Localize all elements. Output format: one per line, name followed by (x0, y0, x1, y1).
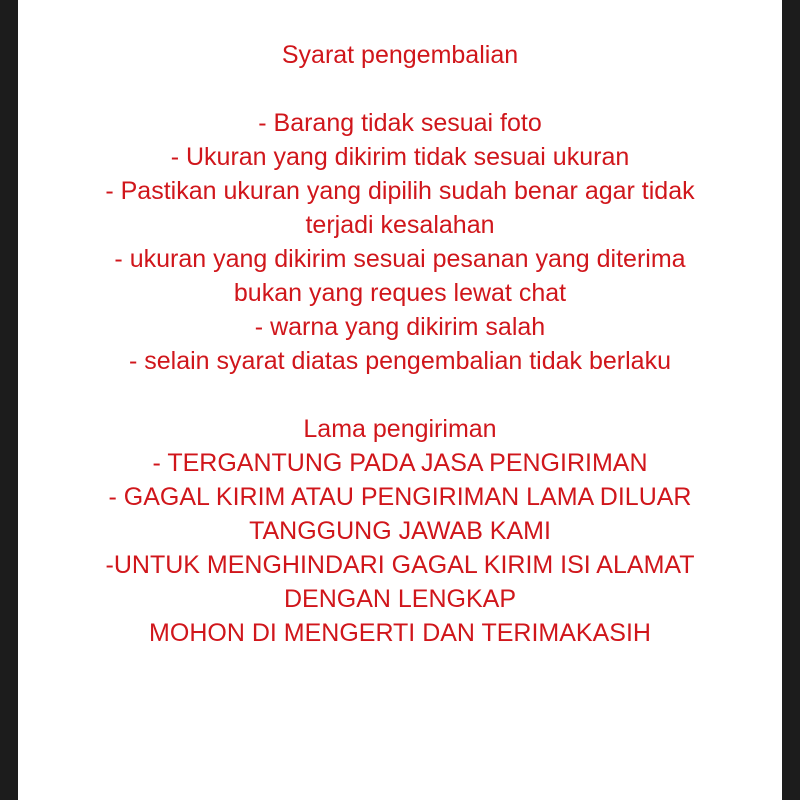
return-policy-line: bukan yang reques lewat chat (233, 279, 567, 307)
return-policy-line: - Barang tidak sesuai foto (258, 109, 542, 137)
return-policy-line: - Ukuran yang dikirim tidak sesuai ukuran (170, 143, 630, 171)
shipping-title: Lama pengiriman (303, 415, 497, 443)
return-policy-line: terjadi kesalahan (305, 211, 495, 239)
notice-card (18, 0, 782, 800)
shipping-line: -UNTUK MENGHINDARI GAGAL KIRIM ISI ALAMAT (105, 551, 695, 579)
shipping-line: - GAGAL KIRIM ATAU PENGIRIMAN LAMA DILUAR (108, 483, 692, 511)
shipping-line: DENGAN LENGKAP (283, 585, 516, 613)
return-policy-line: - warna yang dikirim salah (254, 313, 546, 341)
shipping-line: TANGGUNG JAWAB KAMI (249, 517, 551, 545)
notice-text (18, 38, 782, 650)
return-policy-line: - ukuran yang dikirim sesuai pesanan yang diterima (114, 245, 686, 273)
spacer (18, 378, 782, 412)
shipping-line: - TERGANTUNG PADA JASA PENGIRIMAN (152, 449, 648, 477)
return-policy-title: Syarat pengembalian (281, 41, 519, 69)
return-policy-line: - Pastikan ukuran yang dipilih sudah benar agar tidak (105, 177, 695, 205)
return-policy-line: - selain syarat diatas pengembalian tidak berlaku (129, 347, 671, 375)
shipping-line: MOHON DI MENGERTI DAN TERIMAKASIH (149, 619, 651, 647)
spacer (18, 72, 782, 106)
